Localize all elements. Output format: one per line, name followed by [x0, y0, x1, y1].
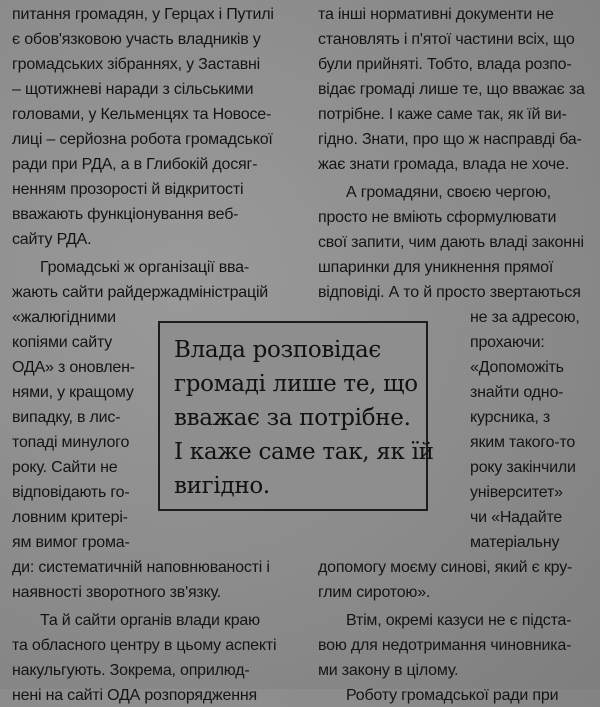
text-line: вважають функціонування веб-	[12, 206, 239, 223]
text-line: та обласного центру в цьому аспекті	[12, 637, 277, 654]
text-line: лиці – серйозна робота громадської	[12, 131, 273, 148]
text-line: ми закону в цілому.	[318, 662, 459, 679]
text-line: топаді минулого	[12, 434, 130, 451]
text-line: прохаючи:	[470, 334, 545, 351]
text-line: «жалюгідними	[12, 309, 116, 326]
text-line: не за адресою,	[470, 309, 580, 326]
text-line: нені на сайті ОДА розпорядження	[12, 687, 257, 704]
text-line: жає знати громада, влада не хоче.	[318, 156, 569, 173]
text-line: питання громадян, у Герцах і Путилі	[12, 6, 274, 23]
text-line: глим сиротою».	[318, 584, 431, 601]
text-line: «Допоможіть	[470, 359, 564, 376]
text-line: ненням прозорості й відкритості	[12, 181, 244, 198]
text-line: головами, у Кельменцях та Новосе-	[12, 106, 272, 123]
pull-quote-line: Влада розповідає	[174, 337, 381, 363]
text-line: ловним критері-	[12, 509, 128, 526]
text-line: року. Сайти не	[12, 459, 118, 476]
text-line: вою для недотримання чиновника-	[318, 637, 572, 654]
text-line: свої запити, чим дають владі законні	[318, 234, 584, 251]
text-line: громадських зібраннях, у Заставні	[12, 56, 261, 73]
pull-quote-line: вважає за потрібне.	[174, 405, 411, 431]
text-line: є обов'язковою участь владників у	[12, 31, 261, 48]
text-line: ОДА» з оновлен-	[12, 359, 135, 376]
pull-quote-box	[158, 321, 434, 511]
text-line: випадку, в лис-	[12, 409, 121, 426]
text-line: курсника, з	[470, 409, 550, 426]
text-line: Та й сайти органів влади краю	[40, 612, 260, 629]
pull-quote-line: громаді лише те, що	[174, 371, 418, 397]
text-line: відповідають го-	[12, 484, 130, 501]
text-line: та інші нормативні документи не	[318, 6, 554, 23]
text-line: Втім, окремі казуси не є підста-	[346, 612, 572, 629]
text-line: сайту РДА.	[12, 231, 92, 248]
text-line: відає громаді лише те, що вважає за	[318, 81, 585, 98]
text-line: ди: систематичній наповнюваності і	[12, 559, 270, 576]
text-line: ради при РДА, а в Глибокій досяг-	[12, 156, 258, 173]
text-line: Роботу громадської ради при	[346, 687, 559, 704]
text-line: просто не вміють сформулювати	[318, 209, 557, 226]
text-line: нями, у кращому	[12, 384, 134, 401]
text-line: університет»	[470, 484, 563, 501]
text-line: наявності зворотного зв'язку.	[12, 584, 221, 601]
text-line: матеріальну	[470, 534, 560, 551]
text-line: А громадяни, своєю чергою,	[346, 184, 551, 201]
pull-quote-line: вигідно.	[174, 473, 270, 499]
pull-quote-line: І каже саме так, як їй	[174, 439, 434, 465]
text-line: гідно. Знати, про що ж насправді ба-	[318, 131, 582, 148]
text-line: знайти одно-	[470, 384, 564, 401]
text-line: допомогу моєму синові, який є кру-	[318, 559, 573, 576]
text-line: накульгують. Зокрема, оприлюд-	[12, 662, 250, 679]
text-line: були прийняті. Тобто, влада розпо-	[318, 56, 572, 73]
text-line: ям вимог грома-	[12, 534, 130, 551]
text-line: – щотижневі наради з сільськими	[12, 81, 254, 98]
text-line: копіями сайту	[12, 334, 113, 351]
text-line: року закінчили	[470, 459, 576, 476]
text-line: відповіді. А то й просто звертаються	[318, 284, 581, 301]
text-line: жають сайти райдержадміністрацій	[12, 284, 269, 301]
text-line: Громадські ж організації вва-	[40, 259, 249, 276]
text-line: чи «Надайте	[470, 509, 563, 526]
text-line: яким такого-то	[470, 434, 576, 451]
text-line: потрібне. І каже саме так, як їй ви-	[318, 106, 567, 123]
text-line: шпаринки для уникнення прямої	[318, 259, 554, 276]
text-line: становлять і п'ятої частини всіх, що	[318, 31, 575, 48]
